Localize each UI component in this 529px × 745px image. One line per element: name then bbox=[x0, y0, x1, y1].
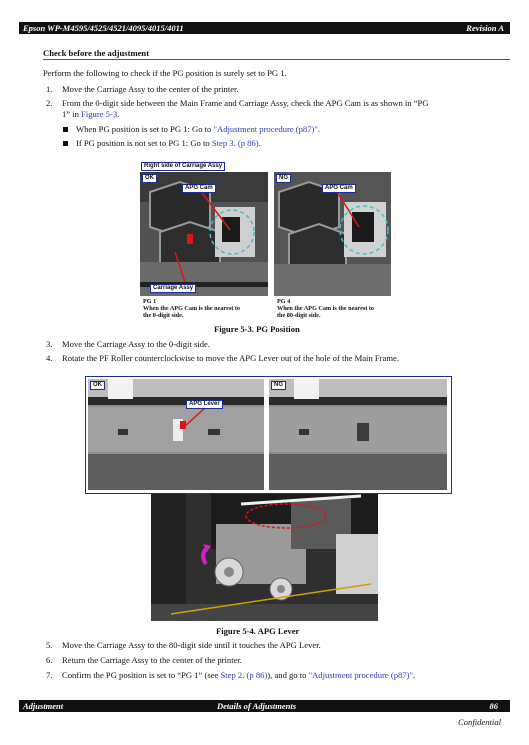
step-number: 6. bbox=[46, 655, 53, 665]
adjustment-procedure-link[interactable]: "Adjustment procedure (p87)" bbox=[308, 670, 413, 680]
bullet-2 bbox=[76, 138, 261, 149]
step-7-text-end: . bbox=[412, 670, 416, 680]
pg1-caption: PG 1 bbox=[143, 298, 157, 305]
step-2-text: 1” in bbox=[62, 109, 82, 119]
pg4-photo bbox=[274, 172, 391, 296]
step-2-line1: From the 0-digit side between the Main Frame and Carriage Assy, check the APG Cam is as shown in “PG bbox=[62, 98, 429, 108]
figure-5-3-link[interactable]: Figure 5-3 bbox=[81, 109, 118, 119]
step-6: Return the Carriage Assy to the center of the printer. bbox=[62, 655, 242, 665]
pg4-desc-1: When the APG Cam is the nearest to bbox=[277, 305, 374, 312]
bullet-1-text: When PG position is set to PG 1: Go to bbox=[76, 124, 214, 134]
bullet-1-end: . bbox=[317, 124, 321, 134]
pg4-caption: PG 4 bbox=[277, 298, 291, 305]
page-number: 86 bbox=[489, 701, 498, 711]
footer-section: Adjustment bbox=[23, 701, 64, 711]
step-7 bbox=[62, 670, 415, 681]
pg4-desc-2: the 80-digit side. bbox=[277, 312, 321, 319]
step-number: 3. bbox=[46, 339, 53, 349]
footer-chapter: Details of Adjustments bbox=[217, 701, 297, 711]
apg-lever-label: APG Lever bbox=[186, 400, 223, 409]
ng-label: NG bbox=[271, 381, 286, 390]
ok-label: OK bbox=[90, 381, 105, 390]
apg-lever-ok-graphic bbox=[88, 379, 264, 490]
ng-label: NG bbox=[276, 174, 291, 183]
footer-bar bbox=[19, 700, 510, 712]
header-bar bbox=[19, 22, 510, 34]
apg-lever-ng-graphic bbox=[269, 379, 447, 490]
step-5: Move the Carriage Assy to the 80-digit side until it touches the APG Lever. bbox=[62, 640, 321, 650]
step-number: 2. bbox=[46, 98, 53, 108]
ok-label: OK bbox=[142, 174, 157, 183]
step-2-link[interactable]: Step 2. (p 86) bbox=[220, 670, 268, 680]
step-2-line2 bbox=[62, 109, 119, 120]
section-title: Check before the adjustment bbox=[43, 48, 150, 58]
apg-lever-overview-graphic bbox=[151, 494, 378, 621]
step-7-text: Confirm the PG position is set to “PG 1” (see bbox=[62, 670, 221, 680]
adjustment-procedure-link[interactable]: "Adjustment procedure (p87)" bbox=[213, 124, 318, 134]
figure-5-4-caption: Figure 5-4. APG Lever bbox=[216, 626, 300, 636]
bullet-2-end: . bbox=[258, 138, 261, 148]
carriage-assy-label: Carriage Assy bbox=[150, 284, 196, 293]
step-1: Move the Carriage Assy to the center of the printer. bbox=[62, 84, 239, 94]
step-number: 1. bbox=[46, 84, 53, 94]
step-number: 7. bbox=[46, 670, 53, 680]
right-side-label: Right side of Carriage Assy bbox=[141, 162, 225, 171]
header-title: Epson WP-M4595/4525/4521/4095/4015/4011 bbox=[23, 23, 184, 33]
step-number: 5. bbox=[46, 640, 53, 650]
step-4: Rotate the PF Roller counterclockwise to move the APG Lever out of the hole of the Main Frame. bbox=[62, 353, 399, 363]
step-3-link[interactable]: Step 3. (p 86) bbox=[211, 138, 259, 148]
step-number: 4. bbox=[46, 353, 53, 363]
figure-5-3-caption: Figure 5-3. PG Position bbox=[214, 324, 300, 334]
step-7-text-mid: ), and go to bbox=[267, 670, 309, 680]
pg1-desc-2: the 0-digit side. bbox=[143, 312, 184, 319]
header-revision: Revision A bbox=[466, 23, 504, 33]
intro-text: Perform the following to check if the PG position is surely set to PG 1. bbox=[43, 68, 287, 78]
bullet-icon bbox=[63, 127, 68, 132]
apg-lever-ok-photo bbox=[88, 379, 264, 490]
apg-lever-overview-photo bbox=[151, 494, 378, 621]
bullet-2-text: If PG position is not set to PG 1: Go to bbox=[76, 138, 212, 148]
step-3: Move the Carriage Assy to the 0-digit side. bbox=[62, 339, 210, 349]
step-2-text-end: . bbox=[117, 109, 120, 119]
section-rule bbox=[43, 59, 510, 60]
bullet-1 bbox=[76, 124, 320, 135]
apg-cam-label: APG Cam bbox=[182, 184, 216, 193]
pg1-photo bbox=[140, 172, 268, 296]
pg1-desc-1: When the APG Cam is the nearest to bbox=[143, 305, 240, 312]
apg-cam-label: APG Cam bbox=[322, 184, 356, 193]
bullet-icon bbox=[63, 141, 68, 146]
confidential-label: Confidential bbox=[458, 717, 501, 727]
apg-lever-ng-photo bbox=[269, 379, 447, 490]
